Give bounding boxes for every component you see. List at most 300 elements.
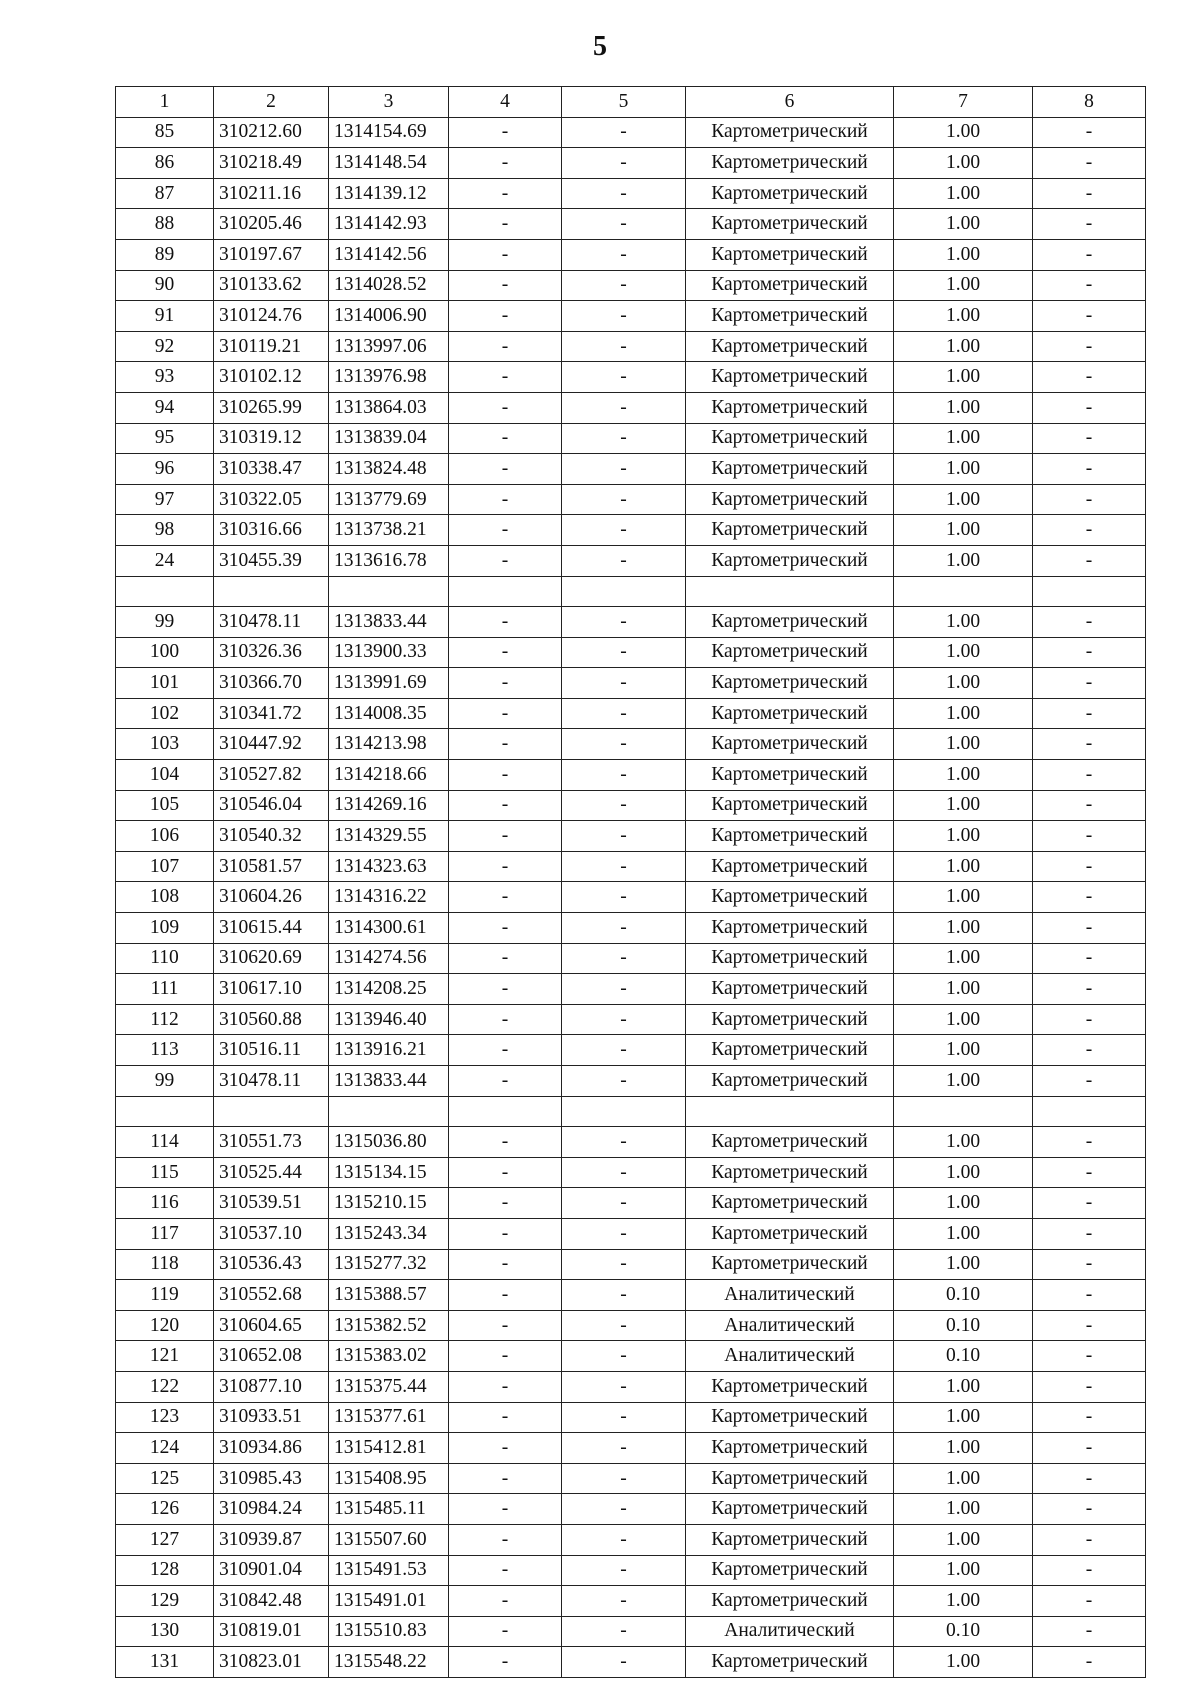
table-cell: 1313833.44 <box>329 1066 449 1097</box>
table-cell: 89 <box>116 239 214 270</box>
table-cell: 310316.66 <box>214 515 329 546</box>
table-row <box>116 1280 1146 1311</box>
table-cell: 1.00 <box>894 637 1033 668</box>
table-cell: Картометрический <box>686 545 894 576</box>
table-cell: - <box>1033 729 1146 760</box>
table-cell: 113 <box>116 1035 214 1066</box>
table-cell: 1.00 <box>894 1066 1033 1097</box>
table-row <box>116 729 1146 760</box>
table-cell: Картометрический <box>686 1249 894 1280</box>
table-cell: - <box>449 668 562 699</box>
table-cell: 1.00 <box>894 729 1033 760</box>
table-cell: 310537.10 <box>214 1218 329 1249</box>
column-header: 7 <box>894 87 1033 118</box>
table-cell: 114 <box>116 1127 214 1158</box>
table-cell: - <box>1033 1280 1146 1311</box>
table-cell: 310620.69 <box>214 943 329 974</box>
table-cell: 91 <box>116 301 214 332</box>
table-cell: 117 <box>116 1218 214 1249</box>
table-cell: 1314269.16 <box>329 790 449 821</box>
table-cell: 310218.49 <box>214 148 329 179</box>
table-cell: 100 <box>116 637 214 668</box>
table-cell: - <box>562 423 686 454</box>
table-row <box>116 454 1146 485</box>
table-cell: - <box>449 821 562 852</box>
table-cell <box>1033 1096 1146 1127</box>
table-cell: Картометрический <box>686 790 894 821</box>
table-cell: 310984.24 <box>214 1494 329 1525</box>
table-cell: 1.00 <box>894 760 1033 791</box>
table-cell: - <box>1033 423 1146 454</box>
table-cell: - <box>1033 1463 1146 1494</box>
table-cell: - <box>562 392 686 423</box>
table-cell <box>116 576 214 607</box>
table-cell: 122 <box>116 1371 214 1402</box>
table-cell: 1313976.98 <box>329 362 449 393</box>
table-cell: - <box>449 392 562 423</box>
table-cell: - <box>562 545 686 576</box>
table-cell: - <box>562 362 686 393</box>
table-row <box>116 1249 1146 1280</box>
table-cell <box>116 1096 214 1127</box>
table-cell: 96 <box>116 454 214 485</box>
table-cell: 120 <box>116 1310 214 1341</box>
table-cell: 310265.99 <box>214 392 329 423</box>
table-cell: - <box>562 301 686 332</box>
table-cell: 310939.87 <box>214 1524 329 1555</box>
table-cell: - <box>562 1035 686 1066</box>
table-cell: - <box>449 974 562 1005</box>
table-cell: - <box>562 1433 686 1464</box>
table-cell: 1314028.52 <box>329 270 449 301</box>
table-cell: 88 <box>116 209 214 240</box>
table-row <box>116 1433 1146 1464</box>
table-cell: - <box>562 790 686 821</box>
table-cell: - <box>449 331 562 362</box>
table-cell: - <box>562 484 686 515</box>
table-cell: Картометрический <box>686 1371 894 1402</box>
table-cell: 115 <box>116 1157 214 1188</box>
table-cell: - <box>1033 790 1146 821</box>
table-cell: 310560.88 <box>214 1004 329 1035</box>
table-cell: - <box>1033 1066 1146 1097</box>
table-cell: - <box>449 1616 562 1647</box>
table-cell: 1315408.95 <box>329 1463 449 1494</box>
table-cell: Картометрический <box>686 1035 894 1066</box>
table-cell: 1.00 <box>894 851 1033 882</box>
table-cell: Картометрический <box>686 974 894 1005</box>
table-row <box>116 239 1146 270</box>
table-cell: - <box>562 178 686 209</box>
table-cell: Картометрический <box>686 515 894 546</box>
table-cell: - <box>1033 148 1146 179</box>
table-cell: - <box>562 637 686 668</box>
table-cell: - <box>562 1280 686 1311</box>
table-cell: 1314006.90 <box>329 301 449 332</box>
table-cell: - <box>562 668 686 699</box>
table-cell: 1315548.22 <box>329 1647 449 1678</box>
table-cell: 310617.10 <box>214 974 329 1005</box>
table-cell: - <box>1033 1035 1146 1066</box>
table-cell: 1314329.55 <box>329 821 449 852</box>
table-cell: 310341.72 <box>214 698 329 729</box>
table-cell: Картометрический <box>686 1647 894 1678</box>
table-row <box>116 1218 1146 1249</box>
table-cell: 1.00 <box>894 821 1033 852</box>
table-row <box>116 1096 1146 1127</box>
table-cell: 125 <box>116 1463 214 1494</box>
table-cell: - <box>562 943 686 974</box>
table-cell: 1314148.54 <box>329 148 449 179</box>
table-cell: Картометрический <box>686 1494 894 1525</box>
table-cell: Картометрический <box>686 698 894 729</box>
table-header-row <box>116 87 1146 118</box>
table-cell: 1315243.34 <box>329 1218 449 1249</box>
table-row <box>116 117 1146 148</box>
table-cell: - <box>562 1249 686 1280</box>
table-cell: - <box>1033 178 1146 209</box>
table-cell: 86 <box>116 148 214 179</box>
table-cell: - <box>449 913 562 944</box>
table-cell: - <box>562 1310 686 1341</box>
table-cell: 310985.43 <box>214 1463 329 1494</box>
table-cell: Картометрический <box>686 821 894 852</box>
table-cell: 1.00 <box>894 1647 1033 1678</box>
table-cell: - <box>1033 851 1146 882</box>
table-cell: 1.00 <box>894 790 1033 821</box>
table-row <box>116 668 1146 699</box>
table-cell: 310552.68 <box>214 1280 329 1311</box>
table-cell: 1315510.83 <box>329 1616 449 1647</box>
table-cell: - <box>449 1647 562 1678</box>
table-cell: 1314300.61 <box>329 913 449 944</box>
table-cell <box>894 1096 1033 1127</box>
table-cell: 310933.51 <box>214 1402 329 1433</box>
table-cell: Картометрический <box>686 760 894 791</box>
table-cell: - <box>449 1066 562 1097</box>
table-cell: 1313779.69 <box>329 484 449 515</box>
table-cell: 1.00 <box>894 1188 1033 1219</box>
table-cell: 1313997.06 <box>329 331 449 362</box>
table-cell: - <box>449 851 562 882</box>
table-cell: 310326.36 <box>214 637 329 668</box>
table-cell: 310823.01 <box>214 1647 329 1678</box>
column-header: 8 <box>1033 87 1146 118</box>
table-cell: 1.00 <box>894 607 1033 638</box>
table-cell: - <box>1033 1249 1146 1280</box>
table-row <box>116 392 1146 423</box>
table-cell: 310539.51 <box>214 1188 329 1219</box>
table-cell: 121 <box>116 1341 214 1372</box>
table-cell: 1315388.57 <box>329 1280 449 1311</box>
table-row <box>116 1188 1146 1219</box>
table-cell: - <box>1033 698 1146 729</box>
table-cell: - <box>562 1371 686 1402</box>
table-cell: - <box>1033 331 1146 362</box>
table-cell: 310604.26 <box>214 882 329 913</box>
table-cell: Картометрический <box>686 1127 894 1158</box>
table-cell: - <box>562 1188 686 1219</box>
table-cell: Картометрический <box>686 239 894 270</box>
table-row <box>116 576 1146 607</box>
table-row <box>116 515 1146 546</box>
table-cell: - <box>562 331 686 362</box>
table-cell: - <box>562 1402 686 1433</box>
table-cell: - <box>449 1341 562 1372</box>
table-cell: Картометрический <box>686 607 894 638</box>
table-cell: 1.00 <box>894 1524 1033 1555</box>
table-cell: 99 <box>116 607 214 638</box>
table-row <box>116 637 1146 668</box>
table-cell: - <box>1033 821 1146 852</box>
table-cell: - <box>449 1035 562 1066</box>
table-cell: 1.00 <box>894 1157 1033 1188</box>
table-cell: 310581.57 <box>214 851 329 882</box>
table-cell: Картометрический <box>686 270 894 301</box>
table-row <box>116 913 1146 944</box>
table-cell: - <box>562 851 686 882</box>
table-cell: - <box>449 178 562 209</box>
table-cell: 94 <box>116 392 214 423</box>
table-cell: 310211.16 <box>214 178 329 209</box>
table-cell: 1.00 <box>894 178 1033 209</box>
table-cell: Картометрический <box>686 1463 894 1494</box>
table-row <box>116 484 1146 515</box>
table-cell: 108 <box>116 882 214 913</box>
table-cell: - <box>449 1555 562 1586</box>
table-cell: 1.00 <box>894 882 1033 913</box>
table-cell: - <box>562 1616 686 1647</box>
table-row <box>116 148 1146 179</box>
table-cell: 310119.21 <box>214 331 329 362</box>
table-cell: - <box>449 301 562 332</box>
table-cell: 1314142.93 <box>329 209 449 240</box>
table-cell: - <box>449 729 562 760</box>
table-cell: 310478.11 <box>214 1066 329 1097</box>
table-row <box>116 821 1146 852</box>
table-cell: Картометрический <box>686 882 894 913</box>
table-cell: 310338.47 <box>214 454 329 485</box>
table-cell: - <box>562 1586 686 1617</box>
table-cell: - <box>449 1494 562 1525</box>
table-cell: 102 <box>116 698 214 729</box>
column-header: 6 <box>686 87 894 118</box>
table-cell: 104 <box>116 760 214 791</box>
table-cell: 1.00 <box>894 1463 1033 1494</box>
table-cell: 123 <box>116 1402 214 1433</box>
table-cell: - <box>562 1524 686 1555</box>
table-cell: 310197.67 <box>214 239 329 270</box>
table-cell: 1314208.25 <box>329 974 449 1005</box>
table-cell: - <box>1033 270 1146 301</box>
table-row <box>116 607 1146 638</box>
table-cell: 310877.10 <box>214 1371 329 1402</box>
table-cell: - <box>562 239 686 270</box>
table-cell: 1313900.33 <box>329 637 449 668</box>
table-row <box>116 1555 1146 1586</box>
table-cell: 1.00 <box>894 913 1033 944</box>
table-cell: - <box>449 1127 562 1158</box>
table-cell: 1.00 <box>894 301 1033 332</box>
column-header: 2 <box>214 87 329 118</box>
table-cell: Картометрический <box>686 1433 894 1464</box>
table-cell: 1.00 <box>894 1249 1033 1280</box>
table-row <box>116 331 1146 362</box>
table-cell: - <box>1033 1647 1146 1678</box>
table-row <box>116 1371 1146 1402</box>
table-cell: 310901.04 <box>214 1555 329 1586</box>
table-cell: - <box>449 362 562 393</box>
table-cell: 310366.70 <box>214 668 329 699</box>
table-cell: - <box>562 974 686 1005</box>
table-cell: 1313946.40 <box>329 1004 449 1035</box>
table-row <box>116 1127 1146 1158</box>
column-header: 3 <box>329 87 449 118</box>
table-cell: - <box>1033 1004 1146 1035</box>
table-cell: 310212.60 <box>214 117 329 148</box>
table-cell: 1313991.69 <box>329 668 449 699</box>
table-cell: Картометрический <box>686 117 894 148</box>
table-cell: - <box>1033 1524 1146 1555</box>
table-row <box>116 178 1146 209</box>
table-cell <box>894 576 1033 607</box>
table-cell: 310516.11 <box>214 1035 329 1066</box>
table-cell: 1314316.22 <box>329 882 449 913</box>
table-cell: 1.00 <box>894 392 1033 423</box>
table-cell: 1313833.44 <box>329 607 449 638</box>
table-row <box>116 1341 1146 1372</box>
table-cell: Картометрический <box>686 392 894 423</box>
table-cell: 1313916.21 <box>329 1035 449 1066</box>
table-cell: 124 <box>116 1433 214 1464</box>
table-cell: - <box>1033 1494 1146 1525</box>
table-cell: - <box>1033 913 1146 944</box>
table-cell: 1314213.98 <box>329 729 449 760</box>
table-cell: 310536.43 <box>214 1249 329 1280</box>
table-cell: - <box>562 270 686 301</box>
table-cell: 1315507.60 <box>329 1524 449 1555</box>
table-cell: 1.00 <box>894 1402 1033 1433</box>
table-cell: 1313738.21 <box>329 515 449 546</box>
table-cell: - <box>1033 1127 1146 1158</box>
table-cell: 310102.12 <box>214 362 329 393</box>
table-cell: - <box>1033 882 1146 913</box>
table-cell: 1.00 <box>894 117 1033 148</box>
table-cell: 1313839.04 <box>329 423 449 454</box>
table-cell: 1315134.15 <box>329 1157 449 1188</box>
table-row <box>116 1310 1146 1341</box>
table-cell: 310652.08 <box>214 1341 329 1372</box>
table-cell: Картометрический <box>686 362 894 393</box>
table-cell: 1.00 <box>894 943 1033 974</box>
table-cell: - <box>562 698 686 729</box>
table-cell: 1314139.12 <box>329 178 449 209</box>
table-row <box>116 974 1146 1005</box>
table-cell: 1315277.32 <box>329 1249 449 1280</box>
table-cell: 97 <box>116 484 214 515</box>
table-cell: 118 <box>116 1249 214 1280</box>
table-cell: - <box>562 607 686 638</box>
table-cell: - <box>449 882 562 913</box>
table-cell: Аналитический <box>686 1310 894 1341</box>
table-cell: - <box>562 882 686 913</box>
table-cell: - <box>449 423 562 454</box>
table-cell: 131 <box>116 1647 214 1678</box>
table-cell: 1314274.56 <box>329 943 449 974</box>
table-cell: 1.00 <box>894 974 1033 1005</box>
table-cell: - <box>449 270 562 301</box>
table-row <box>116 790 1146 821</box>
table-cell: - <box>562 515 686 546</box>
table-cell: 126 <box>116 1494 214 1525</box>
table-cell: 1315485.11 <box>329 1494 449 1525</box>
table-cell: - <box>449 1280 562 1311</box>
table-cell: - <box>449 1433 562 1464</box>
table-cell: Картометрический <box>686 484 894 515</box>
table-cell: - <box>1033 1586 1146 1617</box>
table-cell: 310525.44 <box>214 1157 329 1188</box>
table-cell: 1.00 <box>894 1127 1033 1158</box>
table-cell: Картометрический <box>686 1402 894 1433</box>
table-cell: - <box>449 484 562 515</box>
table-cell: - <box>1033 392 1146 423</box>
table-cell: 1315377.61 <box>329 1402 449 1433</box>
table-cell: - <box>449 148 562 179</box>
table-row <box>116 1494 1146 1525</box>
table-cell: 1.00 <box>894 1371 1033 1402</box>
table-cell: Картометрический <box>686 454 894 485</box>
table-cell <box>329 1096 449 1127</box>
table-cell: 310133.62 <box>214 270 329 301</box>
table-row <box>116 362 1146 393</box>
table-cell: 1313864.03 <box>329 392 449 423</box>
table-cell: - <box>449 790 562 821</box>
table-cell: 107 <box>116 851 214 882</box>
table-cell: - <box>562 913 686 944</box>
table-cell: 1315036.80 <box>329 1127 449 1158</box>
table-cell: 1315382.52 <box>329 1310 449 1341</box>
table-cell <box>686 1096 894 1127</box>
table-cell: - <box>1033 1188 1146 1219</box>
table-cell: 1.00 <box>894 484 1033 515</box>
table-cell: - <box>449 1249 562 1280</box>
table-cell: Картометрический <box>686 331 894 362</box>
table-cell: - <box>1033 484 1146 515</box>
table-cell: - <box>1033 1310 1146 1341</box>
table-cell: - <box>1033 1371 1146 1402</box>
table-cell <box>686 576 894 607</box>
table-cell: 110 <box>116 943 214 974</box>
table-cell: 1.00 <box>894 1586 1033 1617</box>
table-cell: - <box>449 1218 562 1249</box>
table-cell: - <box>562 1157 686 1188</box>
table-cell: 103 <box>116 729 214 760</box>
table-cell: - <box>1033 1341 1146 1372</box>
table-cell: 310615.44 <box>214 913 329 944</box>
table-cell: - <box>562 117 686 148</box>
table-cell <box>214 1096 329 1127</box>
table-cell: 1.00 <box>894 698 1033 729</box>
table-cell: - <box>449 1188 562 1219</box>
table-cell: 1314142.56 <box>329 239 449 270</box>
table-cell: 1.00 <box>894 1218 1033 1249</box>
table-cell: 310205.46 <box>214 209 329 240</box>
table-cell: 130 <box>116 1616 214 1647</box>
table-cell: - <box>1033 1555 1146 1586</box>
table-cell: - <box>449 637 562 668</box>
table-cell: Аналитический <box>686 1341 894 1372</box>
table-cell: 1.00 <box>894 454 1033 485</box>
